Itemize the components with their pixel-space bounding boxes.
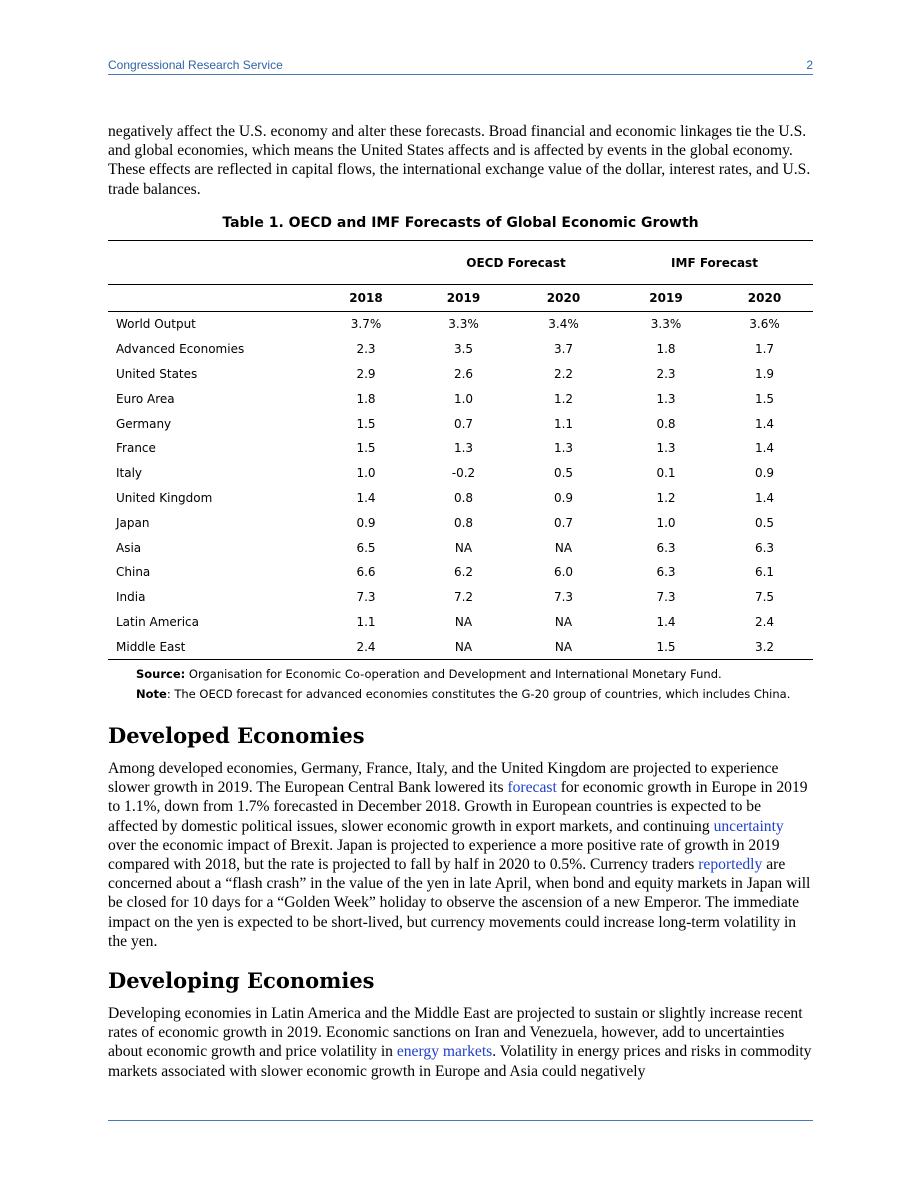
developed-text-2: for economic growth in Europe in 2019 to 1.1%, down from 1.7% forecasted in December 2018. Growth in European countries is expected to be affected by domestic political issues, slower economic growth in export markets, and continuing [108, 779, 808, 835]
year-header: 2020 [716, 285, 813, 312]
note-label: Note [136, 687, 167, 701]
table-cell: 3.7 [553, 342, 574, 357]
row-label: France [116, 441, 156, 456]
table-cell: 3.2 [716, 634, 813, 659]
table-cell: 6.1 [754, 565, 775, 580]
table-cell: 1.3 [553, 441, 574, 456]
table-row [108, 312, 813, 337]
table-cell: 1.5 [356, 441, 376, 456]
table-cell: 1.3 [453, 441, 474, 456]
table-cell: 0.8 [453, 490, 474, 505]
table-cell: 1.2 [553, 391, 574, 406]
table-row [108, 411, 813, 436]
table-cell: 0.7 [553, 515, 574, 530]
table-row [108, 436, 813, 461]
table-cell: 1.4 [754, 441, 775, 456]
table-cell: 1.0 [453, 391, 474, 406]
developed-paragraph [108, 759, 813, 951]
table-cell: 1.5 [356, 416, 376, 431]
forecast-table [108, 240, 813, 660]
row-label: Latin America [116, 614, 199, 629]
year-header-blank [108, 285, 316, 312]
table-cell: 2.9 [356, 366, 376, 381]
table-source [136, 667, 722, 681]
row-label: Euro Area [116, 391, 175, 406]
table-cell: NA [554, 614, 573, 629]
table-row [108, 560, 813, 585]
row-label: Asia [116, 540, 142, 555]
reportedly-link[interactable]: reportedly [698, 856, 763, 874]
table-group-header [108, 241, 813, 285]
table-row [108, 362, 813, 387]
table-cell: 0.8 [453, 515, 474, 530]
table-cell: 2.2 [553, 366, 574, 381]
table-cell: NA [554, 540, 573, 555]
energy-markets-link[interactable]: energy markets [396, 1043, 493, 1061]
table-cell: 1.4 [754, 490, 775, 505]
table-cell: -0.2 [451, 466, 476, 481]
table-cell: 1.0 [356, 466, 376, 481]
table-cell: 2.3 [656, 366, 676, 381]
developed-text-4: are concerned about a “flash crash” in the value of the yen in late April, when bond and equity markets in Japan will be closed for 10 days for a “Golden Week” holiday to observe the ascension of a new Emperor. The immediate impact on the yen is expected to be short-lived, but currency movements could increase long-term volatility in the yen. [108, 856, 811, 950]
table-cell: 1.7 [754, 342, 775, 357]
row-label: China [116, 565, 151, 580]
page-header [108, 58, 813, 75]
source-text: Organisation for Economic Co-operation and Development and International Monetary Fund. [185, 667, 722, 681]
developed-text-3: over the economic impact of Brexit. Japan is projected to experience a more positive rate of growth in 2019 compared with 2018, but the rate is projected to fall by half in 2020 to 0.5%. Currency traders [108, 836, 780, 874]
developed-text-1: Among developed economies, Germany, France, Italy, and the United Kingdom are projected to experience slower growth in 2019. The European Central Bank lowered its [108, 760, 779, 797]
table-cell: 0.9 [553, 490, 574, 505]
row-label: United States [116, 366, 198, 381]
table-cell: 6.5 [356, 540, 376, 555]
table-cell: 2.3 [356, 342, 376, 357]
table-cell: 1.4 [656, 614, 676, 629]
year-header: 2020 [511, 285, 616, 312]
oecd-group-header: OECD Forecast [316, 241, 616, 285]
table-cell: 0.5 [754, 515, 775, 530]
table-title: Table 1. OECD and IMF Forecasts of Global Economic Growth [222, 215, 699, 231]
table-cell: 3.3% [650, 317, 682, 332]
table-cell: 3.3% [448, 317, 479, 332]
table-cell: 2.4 [316, 634, 416, 659]
table-row [108, 461, 813, 486]
row-label: United Kingdom [116, 490, 213, 505]
table-cell: 6.2 [453, 565, 474, 580]
table-row [108, 634, 813, 659]
table-cell: 7.3 [553, 590, 574, 605]
table-row [108, 610, 813, 635]
uncertainty-link[interactable]: uncertainty [713, 817, 784, 835]
table-year-header [108, 285, 813, 312]
table-cell: 6.3 [754, 540, 775, 555]
footer-rule [108, 1120, 813, 1121]
table-cell: 3.4% [548, 317, 579, 332]
table-cell: 1.1 [356, 614, 376, 629]
table-cell: 6.6 [356, 565, 376, 580]
table-cell: 1.9 [754, 366, 775, 381]
table-cell: 1.2 [656, 490, 676, 505]
note-text: : The OECD forecast for advanced economies constitutes the G-20 group of countries, which includes China. [166, 687, 791, 701]
table-cell: NA [454, 614, 473, 629]
developing-text-1: Developing economies in Latin America and the Middle East are projected to sustain or slightly increase recent rates of economic growth in 2019. Economic sanctions on Iran and Venezuela, however, add to uncertainties about economic growth and price volatility in [108, 1005, 803, 1061]
table-note [136, 687, 790, 701]
table-cell: 0.1 [656, 466, 676, 481]
table-cell: 7.2 [453, 590, 474, 605]
table-cell: 6.3 [656, 540, 676, 555]
row-label: Middle East [108, 634, 316, 659]
developing-heading: Developing Economies [108, 968, 375, 993]
table-cell: 0.5 [553, 466, 574, 481]
table-cell: NA [454, 540, 473, 555]
row-label: India [116, 590, 146, 605]
table-body [108, 312, 813, 660]
header-organization: Congressional Research Service [108, 58, 283, 72]
intro-paragraph: negatively affect the U.S. economy and alter these forecasts. Broad financial and economic linkages tie the U.S. and global economies, which means the United States affects and is affected by events in the global economy. These effects are reflected in capital flows, the international exchange value of the dollar, interest rates, and U.S. trade balances. [108, 123, 811, 198]
table-cell: 0.7 [453, 416, 474, 431]
table-row [108, 486, 813, 511]
table-cell: NA [511, 634, 616, 659]
row-label: Advanced Economies [116, 342, 245, 357]
table-row [108, 535, 813, 560]
forecast-link[interactable]: forecast [507, 779, 557, 797]
table-row [108, 386, 813, 411]
table-cell: 1.8 [356, 391, 376, 406]
table-cell: 1.8 [656, 342, 676, 357]
year-header: 2019 [616, 285, 716, 312]
table-cell: 3.7% [350, 317, 382, 332]
table-cell: 1.4 [754, 416, 775, 431]
table-cell: 7.3 [656, 590, 676, 605]
table-cell: 7.5 [754, 590, 775, 605]
table-cell: 2.6 [453, 366, 474, 381]
table-cell: 6.0 [553, 565, 574, 580]
table-cell: 1.3 [656, 441, 676, 456]
table-cell: 0.9 [754, 466, 775, 481]
table-cell: 3.5 [453, 342, 474, 357]
imf-group-header: IMF Forecast [616, 241, 813, 285]
table-cell: NA [416, 634, 511, 659]
page-number: 2 [806, 58, 813, 72]
row-label: Italy [116, 466, 143, 481]
developing-paragraph [108, 1004, 813, 1081]
table-row [108, 510, 813, 535]
table-cell: 1.5 [616, 634, 716, 659]
year-header: 2019 [416, 285, 511, 312]
table-cell: 1.5 [754, 391, 775, 406]
table-cell: 0.8 [656, 416, 676, 431]
row-label: World Output [116, 317, 196, 332]
row-label: Japan [116, 515, 150, 530]
table-row [108, 585, 813, 610]
table-corner [108, 241, 316, 285]
source-label: Source: [136, 667, 186, 681]
table-cell: 1.4 [356, 490, 376, 505]
table-cell: 2.4 [754, 614, 775, 629]
table-cell: 1.3 [656, 391, 676, 406]
table-cell: 1.1 [553, 416, 574, 431]
table-cell: 0.9 [356, 515, 376, 530]
table-cell: 3.6% [749, 317, 780, 332]
table-row [108, 337, 813, 362]
developing-text-2: . Volatility in energy prices and risks in commodity markets associated with slower economic growth in Europe and Asia could negatively [108, 1043, 812, 1080]
developed-heading: Developed Economies [108, 723, 365, 748]
table-cell: 7.3 [356, 590, 376, 605]
row-label: Germany [116, 416, 172, 431]
table-cell: 6.3 [656, 565, 676, 580]
table-cell: 1.0 [656, 515, 676, 530]
year-header: 2018 [316, 285, 416, 312]
